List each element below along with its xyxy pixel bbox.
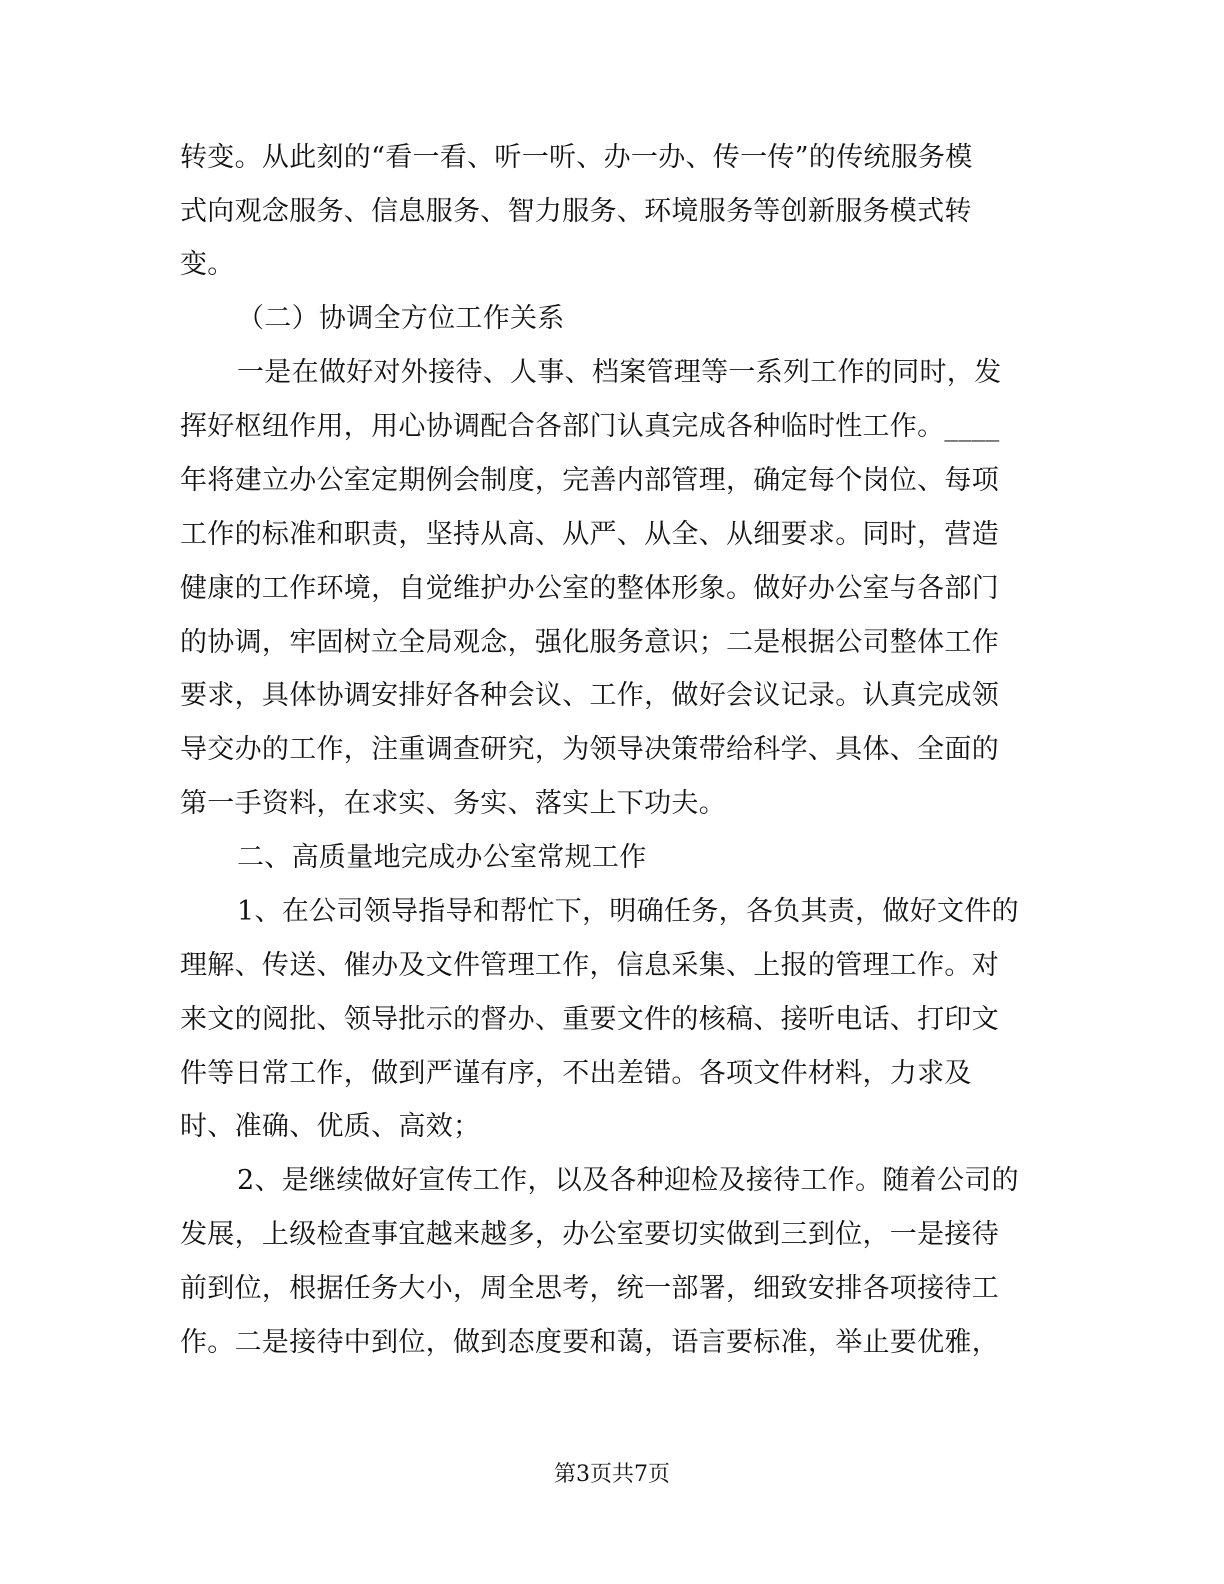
text-line: 来文的阅批、领导批示的督办、重要文件的核稿、接听电话、打印文 [180,1004,999,1035]
text-line: 式向观念服务、信息服务、智力服务、环境服务等创新服务模式转 [180,196,972,227]
text-line: 作。二是接待中到位，做到态度要和蔼，语言要标准，举止要优雅， [180,1327,999,1358]
text-line: 导交办的工作，注重调查研究，为领导决策带给科学、具体、全面的 [180,734,999,765]
text-line: 第一手资料，在求实、务实、落实上下功夫。 [180,788,726,819]
text-line: 件等日常工作，做到严谨有序，不出差错。各项文件材料，力求及 [180,1058,972,1089]
text-line: 挥好枢纽作用，用心协调配合各部门认真完成各种临时性工作。____ [180,411,1000,442]
text-line: 健康的工作环境，自觉维护办公室的整体形象。做好办公室与各部门 [180,573,999,604]
text-line: 发展，上级检查事宜越来越多，办公室要切实做到三到位，一是接待 [180,1219,999,1250]
text-line: 年将建立办公室定期例会制度，完善内部管理，确定每个岗位、每项 [180,465,999,496]
section-heading: 二、高质量地完成办公室常规工作 [237,842,647,873]
text-line: 变。 [180,249,235,280]
text-line: 工作的标准和职责，坚持从高、从严、从全、从细要求。同时，营造 [180,519,999,550]
section-heading: （二）协调全方位工作关系 [237,303,565,334]
text-line: 1、在公司领导指导和帮忙下，明确任务，各负其责，做好文件的 [237,896,1019,927]
text-line: 要求，具体协调安排好各种会议、工作，做好会议记录。认真完成领 [180,680,999,711]
text-line: 理解、传送、催办及文件管理工作，信息采集、上报的管理工作。对 [180,950,999,981]
text-line: 一是在做好对外接待、人事、档案管理等一系列工作的同时，发 [237,357,1002,388]
text-line: 时、准确、优质、高效； [180,1111,481,1142]
text-line: 转变。从此刻的“看一看、听一听、办一办、传一传”的传统服务模 [180,142,973,173]
text-line: 的协调，牢固树立全局观念，强化服务意识；二是根据公司整体工作 [180,627,999,658]
page-number-footer: 第3页共7页 [554,1462,670,1487]
text-line: 2、是继续做好宣传工作，以及各种迎检及接待工作。随着公司的 [237,1165,1019,1196]
text-line: 前到位，根据任务大小，周全思考，统一部署，细致安排各项接待工 [180,1273,999,1304]
